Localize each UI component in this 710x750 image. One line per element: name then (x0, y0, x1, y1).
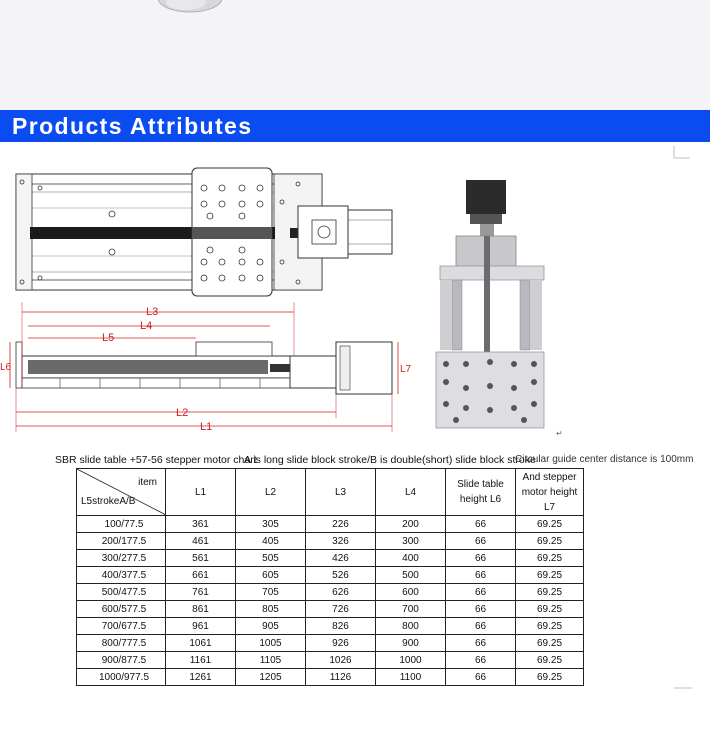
dimension-cell: 69.25 (516, 516, 584, 533)
stroke-cell: 900/877.5 (77, 652, 166, 669)
dimension-cell: 1061 (166, 635, 236, 652)
dimension-cell: 805 (236, 601, 306, 618)
table-row (77, 516, 584, 533)
dim-label-l4: L4 (140, 320, 153, 332)
dimension-cell: 69.25 (516, 601, 584, 618)
dim-label-l6: L6 (0, 362, 12, 373)
dimension-cell: 761 (166, 584, 236, 601)
top-view-drawing (16, 168, 392, 296)
stroke-cell: 200/177.5 (77, 533, 166, 550)
dimension-cell: 326 (306, 533, 376, 550)
dimension-cell: 66 (446, 652, 516, 669)
dim-label-l3: L3 (146, 306, 159, 318)
dimension-cell: 700 (376, 601, 446, 618)
dimension-cell: 705 (236, 584, 306, 601)
dimension-cell: 461 (166, 533, 236, 550)
spec-table (76, 468, 584, 686)
dimension-cell: 561 (166, 550, 236, 567)
dim-label-l2: L2 (176, 407, 189, 419)
stroke-cell: 500/477.5 (77, 584, 166, 601)
dimension-cell: 500 (376, 567, 446, 584)
table-row (77, 669, 584, 686)
dimension-cell: 69.25 (516, 567, 584, 584)
header-item-label: item (138, 477, 157, 488)
dimension-cell: 69.25 (516, 635, 584, 652)
table-row (77, 567, 584, 584)
stroke-cell: 700/677.5 (77, 618, 166, 635)
header-l7: And stepper motor height L7 (516, 469, 584, 516)
product-photo-fragment (0, 0, 710, 110)
dimension-cell: 69.25 (516, 550, 584, 567)
dimension-cell: 226 (306, 516, 376, 533)
doc-corner-mark (674, 146, 690, 158)
dimension-cell: 905 (236, 618, 306, 635)
header-l2: L2 (236, 469, 306, 516)
header-l6: Slide table height L6 (446, 469, 516, 516)
dim-label-l1: L1 (200, 421, 213, 433)
dimension-cell: 1126 (306, 669, 376, 686)
section-banner (0, 110, 710, 142)
stroke-cell: 1000/977.5 (77, 669, 166, 686)
dimension-cell: 1100 (376, 669, 446, 686)
dimension-cell: 66 (446, 533, 516, 550)
dimension-cell: 66 (446, 669, 516, 686)
dimension-cell: 69.25 (516, 533, 584, 550)
stroke-cell: 400/377.5 (77, 567, 166, 584)
dimension-cell: 66 (446, 567, 516, 584)
dimension-cell: 66 (446, 516, 516, 533)
header-l3: L3 (306, 469, 376, 516)
header-item-cell (77, 469, 166, 516)
dimension-cell: 1026 (306, 652, 376, 669)
doc-corner-mark-bottom (672, 680, 696, 696)
dimension-cell: 66 (446, 601, 516, 618)
table-row (77, 652, 584, 669)
dimension-cell: 69.25 (516, 669, 584, 686)
dimension-cell: 69.25 (516, 618, 584, 635)
table-row (77, 533, 584, 550)
table-row (77, 550, 584, 567)
table-row (77, 584, 584, 601)
table-body (77, 516, 584, 686)
chart-title-caption: SBR slide table +57-56 stepper motor chart (55, 454, 257, 466)
dimension-cell: 69.25 (516, 584, 584, 601)
dimension-cell: 405 (236, 533, 306, 550)
stroke-cell: 100/77.5 (77, 516, 166, 533)
dimension-cell: 600 (376, 584, 446, 601)
header-l4: L4 (376, 469, 446, 516)
dimension-cell: 66 (446, 618, 516, 635)
dimension-cell: 1105 (236, 652, 306, 669)
stroke-note-caption: A is long slide block stroke/B is double(short) slide block stroke (244, 454, 536, 466)
dimension-cell: 1261 (166, 669, 236, 686)
header-stroke-label: L5strokeA/B (81, 496, 136, 507)
dimension-cell: 626 (306, 584, 376, 601)
dimension-cell: 66 (446, 550, 516, 567)
dimension-cell: 361 (166, 516, 236, 533)
dimension-cell: 69.25 (516, 652, 584, 669)
dimension-cell: 305 (236, 516, 306, 533)
guide-distance-caption: Circular guide center distance is 100mm (515, 454, 694, 465)
front-view-drawing (0, 302, 412, 433)
technical-drawings (0, 142, 710, 452)
stroke-cell: 600/577.5 (77, 601, 166, 618)
dimension-cell: 926 (306, 635, 376, 652)
dim-label-l5: L5 (102, 332, 115, 344)
dimension-cell: 1161 (166, 652, 236, 669)
table-row (77, 618, 584, 635)
dimension-cell: 800 (376, 618, 446, 635)
dimension-cell: 200 (376, 516, 446, 533)
dimension-cell: 505 (236, 550, 306, 567)
top-photo-area (0, 0, 710, 110)
banner-title: Products Attributes (12, 113, 253, 139)
table-header-row (77, 469, 584, 516)
dimension-cell: 1000 (376, 652, 446, 669)
dimension-cell: 400 (376, 550, 446, 567)
dimension-cell: 426 (306, 550, 376, 567)
table-row (77, 635, 584, 652)
table-row (77, 601, 584, 618)
dimension-cell: 861 (166, 601, 236, 618)
dimension-cell: 66 (446, 584, 516, 601)
dim-label-l7: L7 (400, 364, 412, 375)
dimension-cell: 900 (376, 635, 446, 652)
product-render (436, 180, 563, 438)
paragraph-mark: ↵ (556, 429, 563, 438)
dimension-cell: 526 (306, 567, 376, 584)
stroke-cell: 800/777.5 (77, 635, 166, 652)
header-l1: L1 (166, 469, 236, 516)
dimension-cell: 1005 (236, 635, 306, 652)
dimension-cell: 826 (306, 618, 376, 635)
dimension-cell: 66 (446, 635, 516, 652)
dimension-cell: 961 (166, 618, 236, 635)
dimension-cell: 661 (166, 567, 236, 584)
dimension-cell: 1205 (236, 669, 306, 686)
dimension-cell: 726 (306, 601, 376, 618)
dimension-cell: 605 (236, 567, 306, 584)
stroke-cell: 300/277.5 (77, 550, 166, 567)
dimension-cell: 300 (376, 533, 446, 550)
